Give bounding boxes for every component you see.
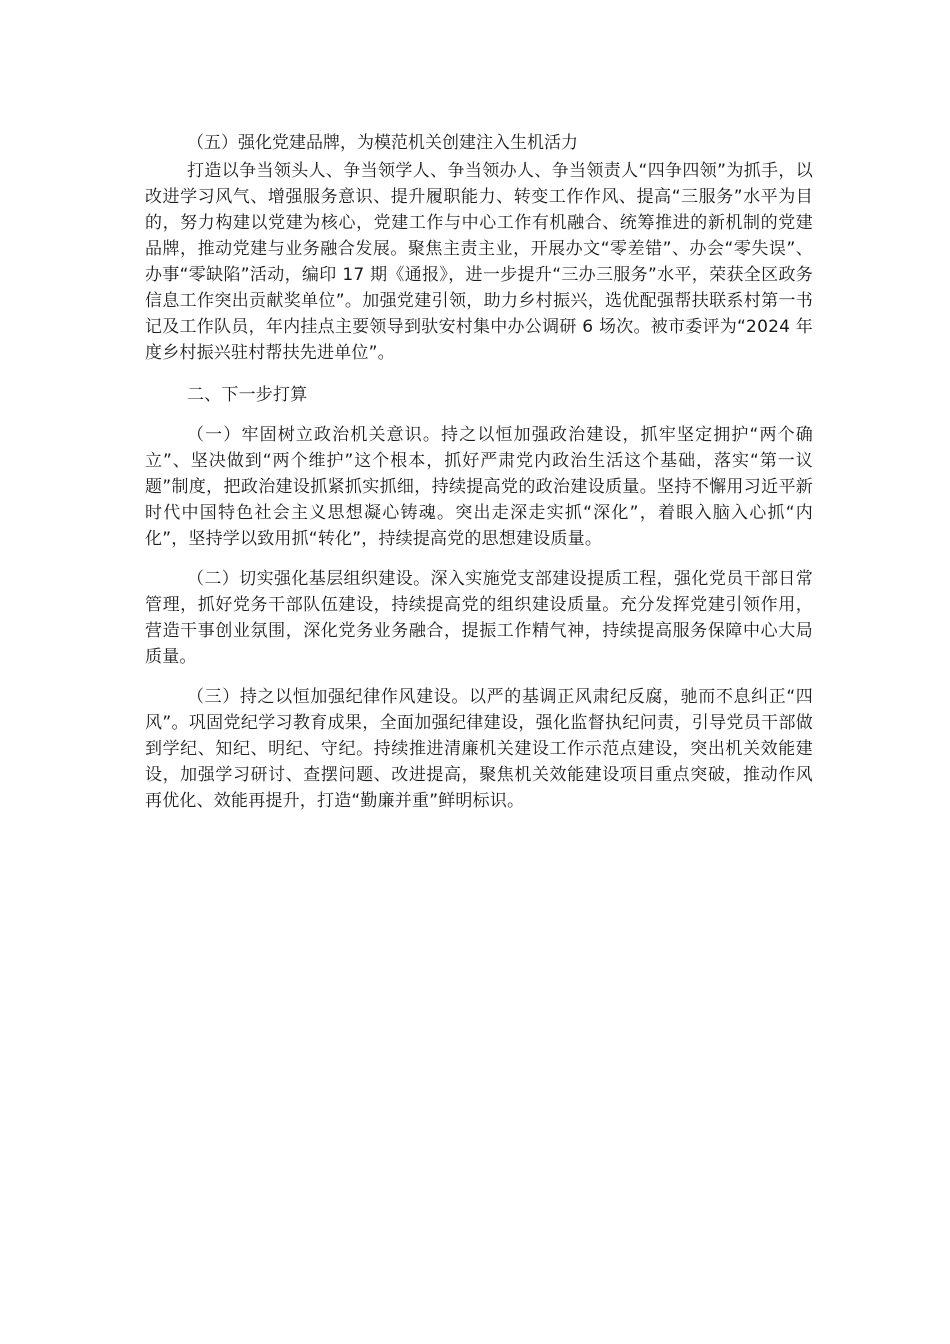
part-2-heading: 二、下一步打算 — [187, 385, 308, 405]
spacer — [145, 408, 813, 422]
section-5-heading: （五）强化党建品牌，为模范机关创建注入生机活力 — [187, 133, 578, 153]
plan-item-2: （二）切实强化基层组织建设。深入实施党支部建设提质工程，强化党员干部日常管理，抓好党务干部队伍建设，持续提高党的组织建设质量。充分发挥党建引领作用，营造干事创业氛围，深化党务业务融合，提振工作精气神，持续提高服务保障中心大局质量。 — [145, 569, 813, 667]
spacer — [145, 366, 813, 382]
spacer — [145, 670, 813, 684]
section-5-body: 打造以争当领头人、争当领学人、争当领办人、争当领责人“四争四领”为抓手，以改进学习风气、增强服务意识、提升履职能力、转变工作作风、提高“三服务”水平为目的，努力构建以党建为核心，党建工作与中心工作有机融合、统筹推进的新机制的党建品牌，推动党建与业务融合发展。聚焦主责主业，开展办文“零差错”、办会“零失误”、办事“零缺陷”活动，编印 17 期《通报》，进一步提升“三办三服务”水平，荣获全区政务信息工作突出贡献奖单位”。加强党建引领，助力乡村振兴，选优配强帮扶联系村第一书记及工作队员，年内挂点主要领导到驮安村集中办公调研 6 场次。被市委评为“2024 年度乡村振兴驻村帮扶先进单位”。 — [145, 161, 813, 363]
document-page — [145, 130, 813, 814]
plan-item-1: （一）牢固树立政治机关意识。持之以恒加强政治建设，抓牢坚定拥护“两个确立”、坚决做到“两个维护”这个根本，抓好严肃党内政治生活这个基础，落实“第一议题”制度，把政治建设抓紧抓实抓细，持续提高党的政治建设质量。坚持不懈用习近平新时代中国特色社会主义思想凝心铸魂。突出走深走实抓“深化”，着眼入脑入心抓“内化”，坚持学以致用抓“转化”，持续提高党的思想建设质量。 — [145, 425, 813, 549]
spacer — [145, 552, 813, 566]
plan-item-3: （三）持之以恒加强纪律作风建设。以严的基调正风肃纪反腐，驰而不息纠正“四风”。巩固党纪学习教育成果，全面加强纪律建设，强化监督执纪问责，引导党员干部做到学纪、知纪、明纪、守纪。持续推进清廉机关建设工作示范点建设，突出机关效能建设，加强学习研讨、查摆问题、改进提高，聚焦机关效能建设项目重点突破，推动作风再优化、效能再提升，打造“勤廉并重”鲜明标识。 — [145, 687, 813, 811]
